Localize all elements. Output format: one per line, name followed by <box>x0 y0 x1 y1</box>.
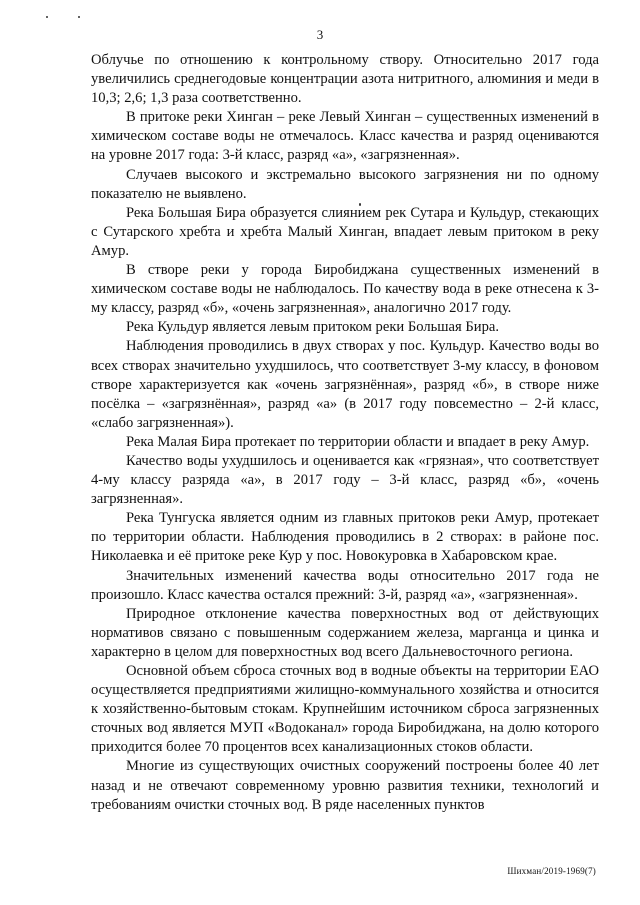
paragraph: Основной объем сброса сточных вод в водные объекты на территории ЕАО осуществляется предприятиями жилищно-коммунального хозяйства и относится к хозяйственно-бытовым стокам. Крупнейшим источником сброса загрязненных сточных вод является МУП «Водоканал» города Биробиджана, на долю которого приходится более 70 процентов всех канализационных стоков области. <box>91 663 599 756</box>
page-number: 3 <box>316 27 324 42</box>
scan-speck <box>78 16 80 18</box>
paragraph: Многие из существующих очистных сооружений построены более 40 лет назад и не отвечают современному уровню развития техники, технологий и требованиям очистки сточных вод. В ряде населенных пунктов <box>91 758 599 813</box>
paragraph: В створе реки у города Биробиджана существенных изменений в химическом составе воды не наблюдалось. По качеству вода в реке отнесена к 3-му классу, разряд «б», «очень загрязненная», аналогично 2017 году. <box>91 262 599 317</box>
paragraph: Значительных изменений качества воды относительно 2017 года не произошло. Класс качества остался прежний: 3-й, разряд «а», «загрязненная». <box>91 567 599 603</box>
paragraph: Река Малая Бира протекает по территории области и впадает в реку Амур. <box>126 433 590 450</box>
paragraph: В притоке реки Хинган – реке Левый Хинган – существенных изменений в химическом составе воды не отмечалось. Класс качества и разряд оцениваются на уровне 2017 года: 3-й класс, разряд «а», «загрязненная». <box>91 109 599 164</box>
paragraph: Река Кульдур является левым притоком реки Большая Бира. <box>126 319 499 336</box>
paragraph: Река Большая Бира образуется слиянием рек Сутара и Кульдур, стекающих с Сутарского хребта и хребта Малый Хинган, впадает левым притоком в реку Амур. <box>91 204 599 259</box>
paragraph: Наблюдения проводились в двух створах у пос. Кульдур. Качество воды во всех створах значительно ухудшилось, что соответствует 3-му классу, в фоновом створе характеризуется как «очень загрязнённая», разряд «б», в створе ниже посёлка – «загрязнённая», разряд «а» (в 2017 году повсеместно – 2-й класс, «слабо загрязненная»). <box>91 338 599 431</box>
paragraph: Качество воды ухудшилось и оценивается как «грязная», что соответствует 4-му классу разряда «а», в 2017 году – 3-й класс, разряд «б», «очень загрязненная». <box>91 452 599 508</box>
paragraph: Река Тунгуска является одним из главных притоков реки Амур, протекает по территории области. Наблюдения проводились в 2 створах: в районе пос. Николаевка и её притоке реке Кур у пос. Новокуровка в Хабаровском крае. <box>91 510 599 565</box>
document-reference: Шихман/2019-1969(7) <box>507 866 596 876</box>
paragraph: Природное отклонение качества поверхностных вод от действующих нормативов связано с повышенным содержанием железа, марганца и цинка и характерно в целом для поверхностных вод всего Дальневосточного региона. <box>91 605 599 660</box>
paragraph: Случаев высокого и экстремально высокого загрязнения ни по одному показателю не выявлено. <box>91 166 599 202</box>
paragraph: Облучье по отношению к контрольному створу. Относительно 2017 года увеличились среднегодовые концентрации азота нитритного, алюминия и меди в 10,3; 2,6; 1,3 раза соответственно. <box>91 52 599 107</box>
scan-speck <box>46 16 48 18</box>
document-body <box>91 51 599 815</box>
